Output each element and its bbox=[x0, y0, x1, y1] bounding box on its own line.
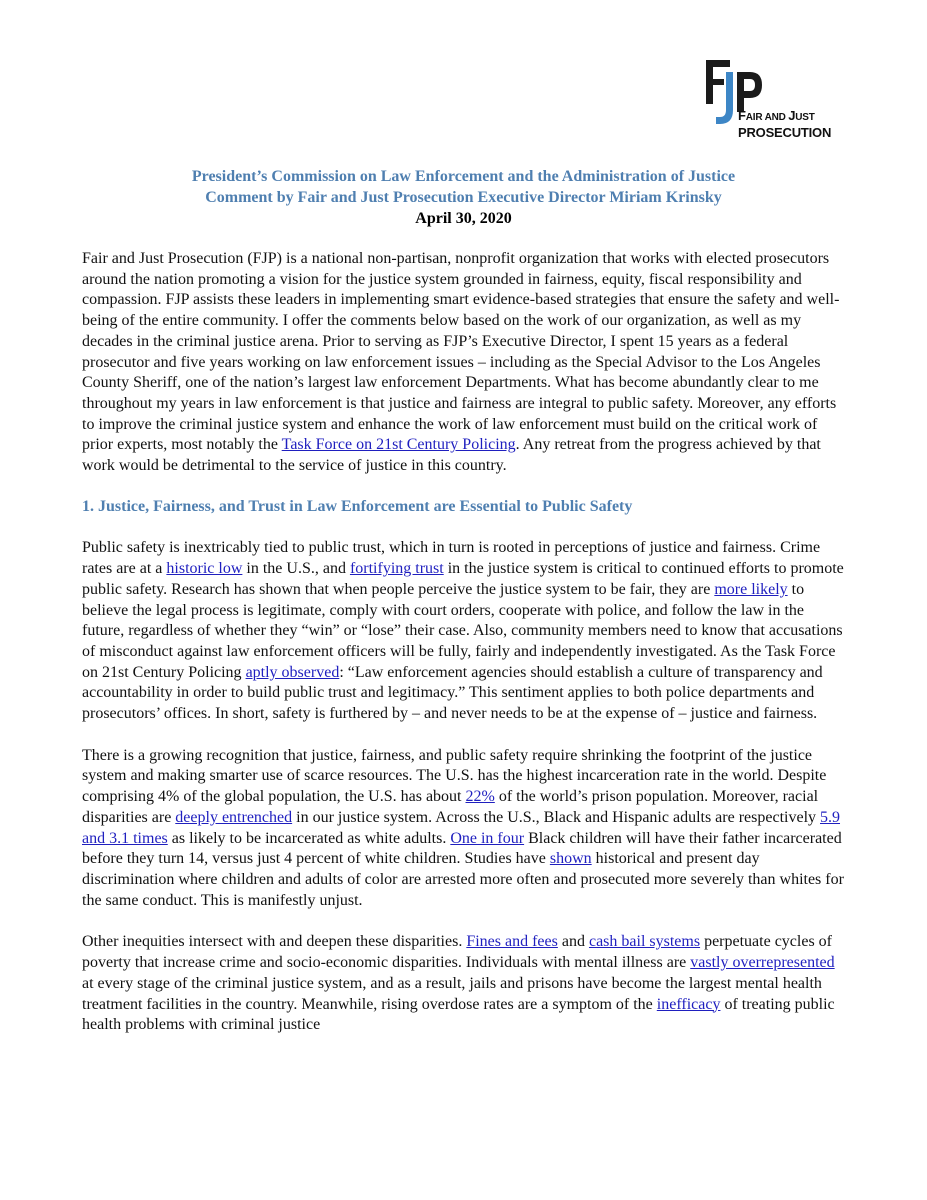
fjp-logo bbox=[704, 58, 844, 142]
paragraph-inequities: Other inequities intersect with and deepen these disparities. Fines and fees and cash bail systems perpetuate cycles of poverty that increase crime and socio-economic disparities. Individuals with mental illness are vastly overrepresented at every stage of the criminal justice system, and as a result, jails and prisons have become the largest mental health treatment facilities in the country. Meanwhile, rising overdose rates are a symptom of the inefficacy of treating public health problems with criminal justice bbox=[82, 933, 835, 1034]
paragraph-public-trust: Public safety is inextricably tied to public trust, which in turn is rooted in perceptions of justice and fairness. Crime rates are at a historic low in the U.S., and fortifying trust in the justice system is critical to continued efforts to promote public safety. Research has shown that when people perceive the justice system to be fair, they are more likely to believe the legal process is legitimate, comply with court orders, cooperate with police, and follow the law in the future, regardless of whether they “win” or “lose” their case. Also, community members need to know that accusations of misconduct against law enforcement officers will be fully, fairly and independently investigated. As the Task Force on 21st Century Policing aptly observed: “Law enforcement agencies should establish a culture of transparency and accountability in order to build public trust and legitimacy.” This sentiment applies to both police departments and prosecutors’ offices. In short, safety is furthered by – and never needs to be at the expense of – justice and fairness. bbox=[82, 539, 844, 723]
cash-bail-link[interactable]: cash bail systems bbox=[588, 933, 701, 951]
deeply-entrenched-link[interactable]: deeply entrenched bbox=[175, 808, 293, 826]
inefficacy-link[interactable]: inefficacy bbox=[656, 995, 721, 1013]
22-percent-link[interactable]: 22% bbox=[465, 788, 495, 806]
section-1-heading: 1. Justice, Fairness, and Trust in Law Enforcement are Essential to Public Safety bbox=[82, 497, 633, 515]
historic-low-link[interactable]: historic low bbox=[166, 560, 243, 578]
logo-wordmark: FAIR AND JUST PROSECUTION bbox=[738, 108, 832, 140]
task-force-link[interactable]: Task Force on 21st Century Policing bbox=[281, 436, 516, 454]
document-header bbox=[0, 166, 927, 229]
incarceration-rates-link[interactable]: 5.9 and 3.1 times bbox=[82, 808, 841, 847]
one-in-four-link[interactable]: One in four bbox=[450, 829, 525, 847]
aptly-observed-link[interactable]: aptly observed bbox=[245, 663, 340, 681]
shown-link[interactable]: shown bbox=[549, 850, 592, 868]
fortifying-trust-link[interactable]: fortifying trust bbox=[349, 560, 444, 578]
header-title: President’s Commission on Law Enforcement and the Administration of Justice bbox=[191, 168, 736, 185]
fines-and-fees-link[interactable]: Fines and fees bbox=[466, 933, 558, 951]
intro-paragraph: Fair and Just Prosecution (FJP) is a national non-partisan, nonprofit organization that works with elected prosecutors around the nation promoting a vision for the justice system grounded in fairness, equity, fiscal responsibility and compassion. FJP assists these leaders in implementing smart evidence-based strategies that ensure the safety and well-being of the entire community. I offer the comments below based on the work of our organization, as well as my decades in the criminal justice arena. Prior to serving as FJP’s Executive Director, I spent 15 years as a federal prosecutor and five years working on law enforcement issues – including as the Special Advisor to the Los Angeles County Sheriff, one of the nation’s largest law enforcement Departments. What has become abundantly clear to me throughout my years in law enforcement is that justice and fairness are integral to public safety. Moreover, any efforts to improve the criminal justice system and enhance the work of law enforcement must build on the critical work of prior experts, most notably the Task Force on 21st Century Policing. Any retreat from the progress achieved by that work would be detrimental to the service of justice in this country. bbox=[82, 250, 840, 475]
header-date: April 30, 2020 bbox=[415, 210, 512, 227]
vastly-overrepresented-link[interactable]: vastly overrepresented bbox=[690, 954, 835, 972]
document-body bbox=[82, 249, 846, 1036]
more-likely-link[interactable]: more likely bbox=[714, 580, 788, 598]
header-subtitle: Comment by Fair and Just Prosecution Executive Director Miriam Krinsky bbox=[205, 189, 722, 206]
paragraph-footprint: There is a growing recognition that justice, fairness, and public safety require shrinking the footprint of the justice system and making smarter use of scarce resources. The U.S. has the highest incarceration rate in the world. Despite comprising 4% of the global population, the U.S. has about 22% of the world’s prison population. Moreover, racial disparities are deeply entrenched in our justice system. Across the U.S., Black and Hispanic adults are respectively 5.9 and 3.1 times as likely to be incarcerated as white adults. One in four Black children will have their father incarcerated before they turn 14, versus just 4 percent of white children. Studies have shown historical and present day discrimination where children and adults of color are arrested more often and prosecuted more severely than whites for the same conduct. This is manifestly unjust. bbox=[82, 746, 844, 909]
